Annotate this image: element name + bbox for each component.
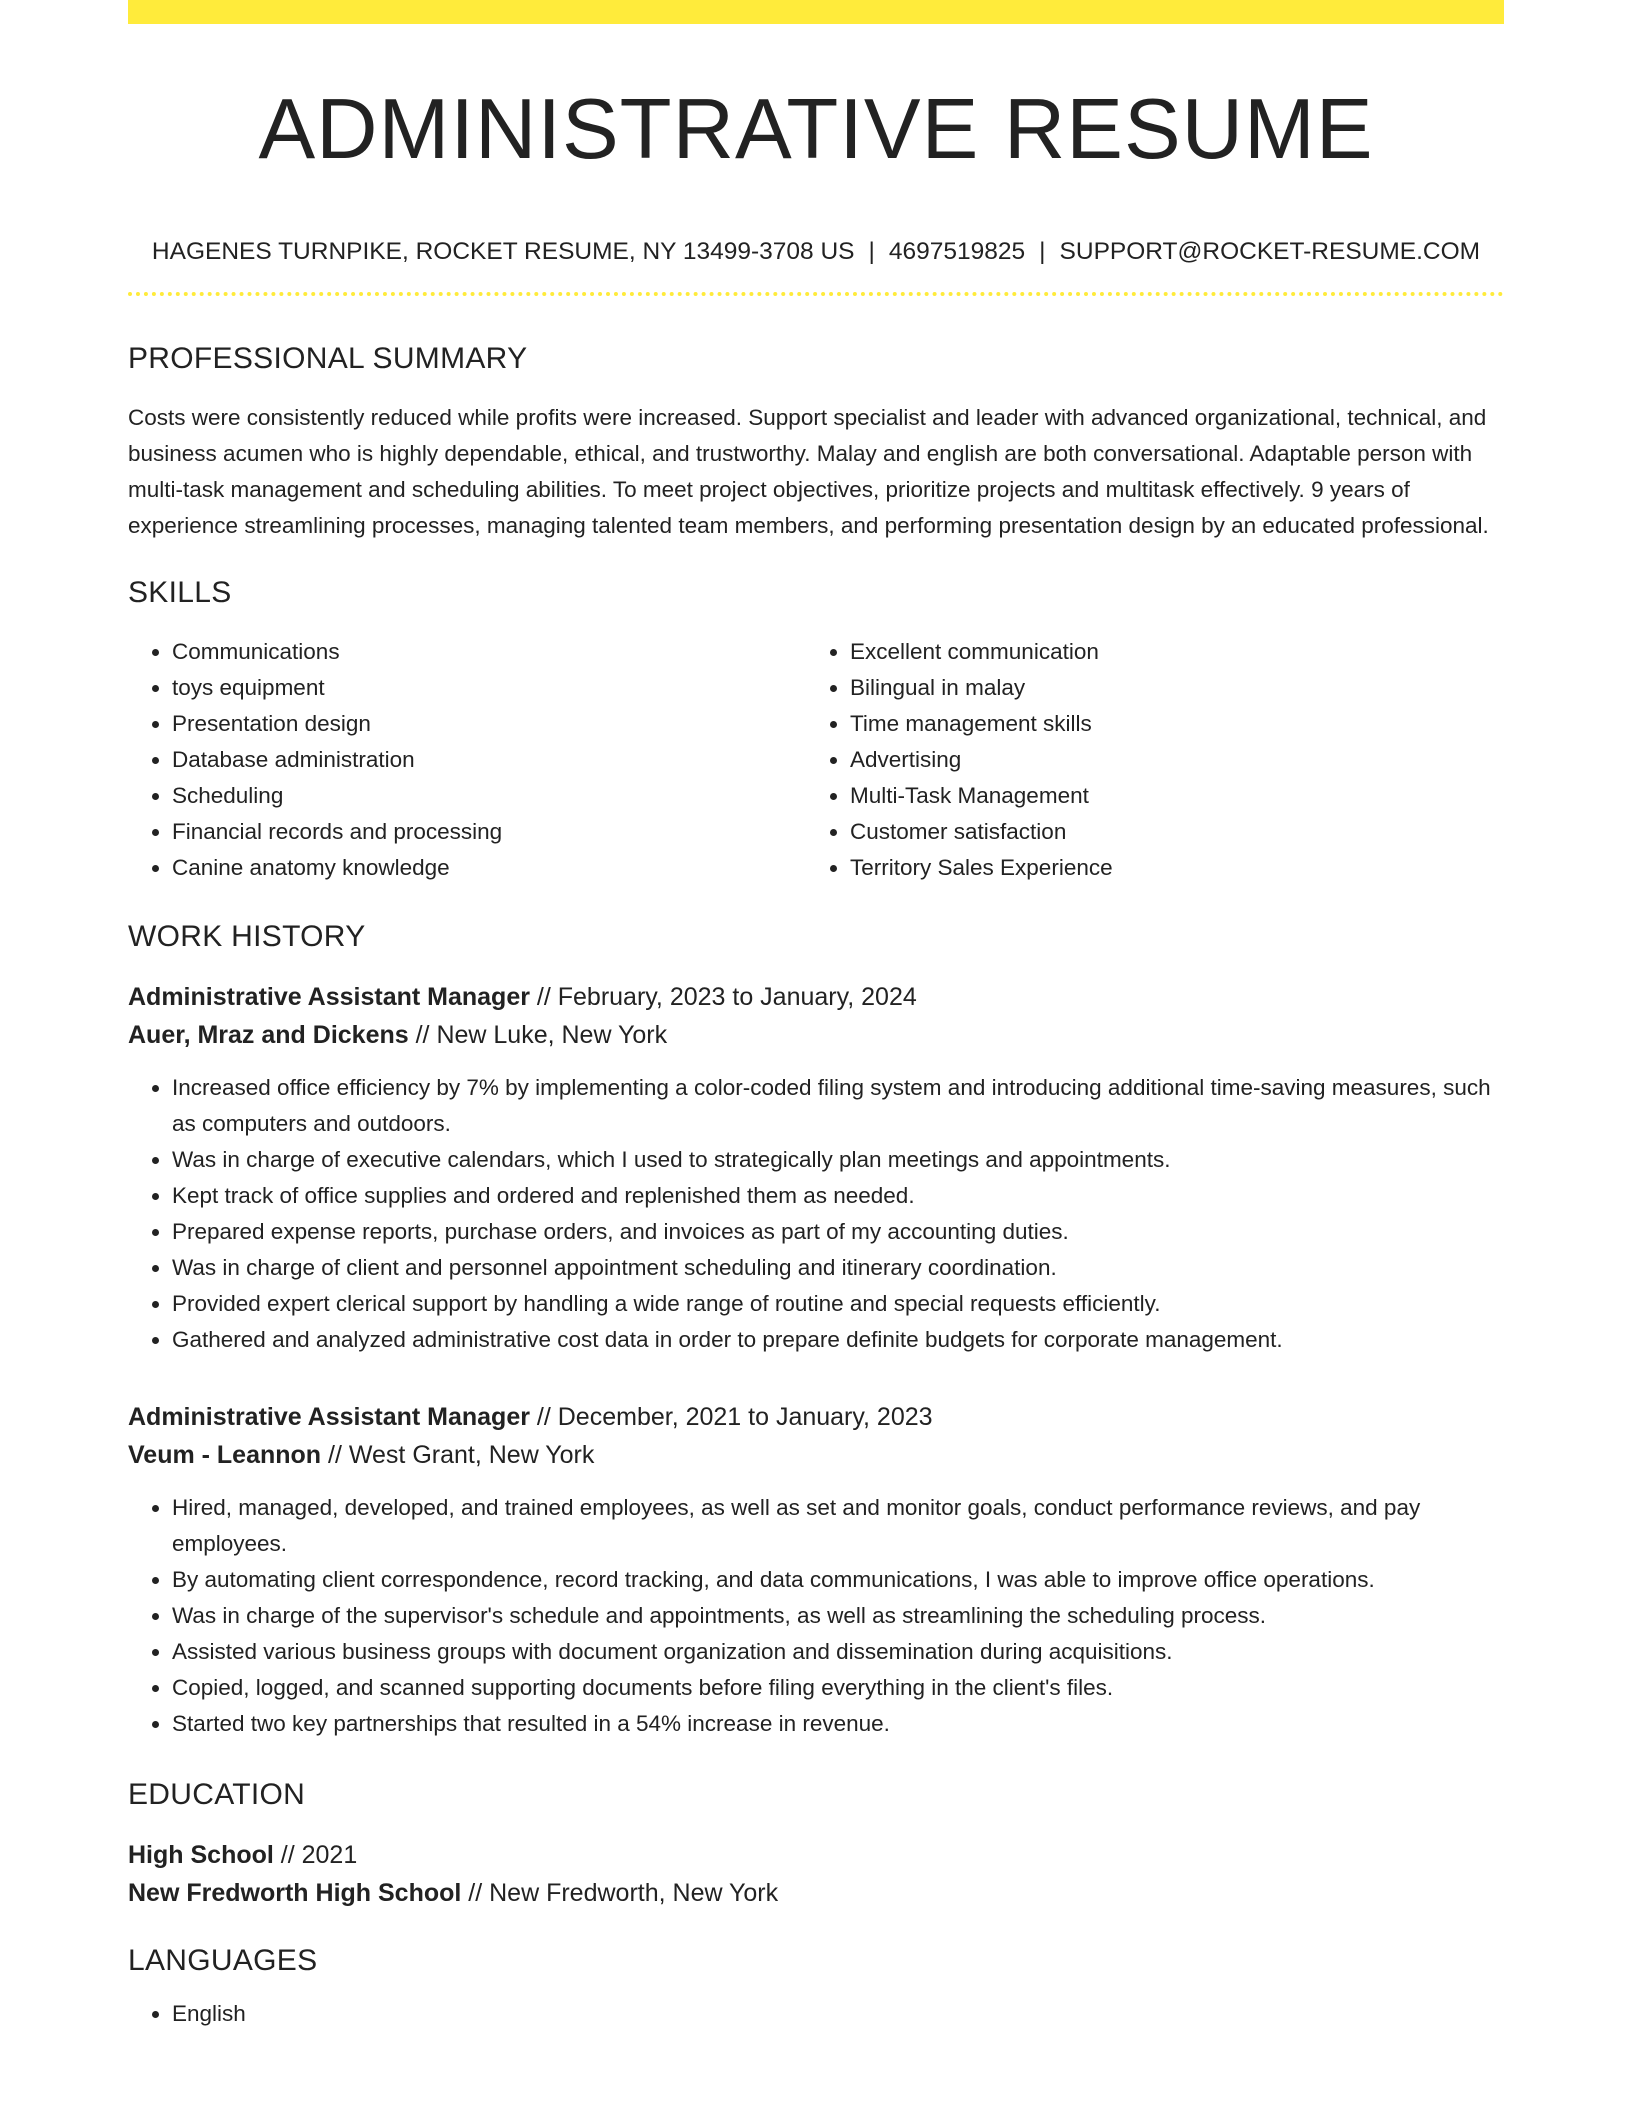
languages-heading: LANGUAGES	[128, 1944, 318, 1977]
job-location: // West Grant, New York	[321, 1441, 595, 1469]
dotted-divider	[128, 292, 1504, 296]
job-bullet: • Prepared expense reports, purchase orders, and invoices as part of my accounting duties.	[172, 1214, 1504, 1250]
education-degree-line	[128, 1836, 1504, 1874]
skill-item: • Canine anatomy knowledge	[172, 850, 806, 886]
job-role-line	[128, 1398, 1504, 1436]
job-location: // New Luke, New York	[408, 1021, 668, 1049]
job-role: Administrative Assistant Manager	[128, 983, 530, 1011]
job-bullet: • Started two key partnerships that resulted in a 54% increase in revenue.	[172, 1706, 1504, 1742]
job-company-line	[128, 1436, 1504, 1474]
contact-phone: 4697519825	[888, 238, 1026, 265]
job-company-line	[128, 1016, 1504, 1054]
job-company: Auer, Mraz and Dickens	[128, 1021, 409, 1049]
skill-item: • Presentation design	[172, 706, 806, 742]
job-dates: // December, 2021 to January, 2023	[529, 1403, 933, 1431]
education-entry	[128, 1836, 1504, 1912]
job-entry	[128, 1398, 1504, 1742]
skills-columns	[128, 634, 1504, 886]
contact-separator: |	[1039, 238, 1046, 265]
work-history-heading: WORK HISTORY	[128, 920, 366, 953]
job-role-line	[128, 978, 1504, 1016]
skill-item: • Advertising	[850, 742, 1484, 778]
job-bullets	[128, 1490, 1504, 1742]
job-bullet: • Assisted various business groups with document organization and dissemination during acquisitions.	[172, 1634, 1504, 1670]
job-bullet: • Gathered and analyzed administrative cost data in order to prepare definite budgets for corporate management.	[172, 1322, 1504, 1358]
job-bullet: • By automating client correspondence, record tracking, and data communications, I was able to improve office operations.	[172, 1562, 1504, 1598]
job-bullet: • Was in charge of executive calendars, which I used to strategically plan meetings and appointments.	[172, 1142, 1504, 1178]
job-bullet: • Copied, logged, and scanned supporting documents before filing everything in the client's files.	[172, 1670, 1504, 1706]
job-bullet: • Hired, managed, developed, and trained employees, as well as set and monitor goals, conduct performance reviews, and pay employees.	[172, 1490, 1504, 1562]
skill-item: • Excellent communication	[850, 634, 1484, 670]
job-bullet: • Increased office efficiency by 7% by implementing a color-coded filing system and introducing additional time-saving measures, such as computers and outdoors.	[172, 1070, 1504, 1142]
education-location: // New Fredworth, New York	[461, 1879, 779, 1907]
skill-item: • toys equipment	[172, 670, 806, 706]
language-item: • English	[172, 1996, 1504, 2032]
job-company: Veum - Leannon	[128, 1441, 322, 1469]
contact-email: SUPPORT@ROCKET-RESUME.COM	[1059, 238, 1481, 265]
education-school-line	[128, 1874, 1504, 1912]
job-bullet: • Kept track of office supplies and ordered and replenished them as needed.	[172, 1178, 1504, 1214]
resume-name: ADMINISTRATIVE RESUME	[258, 82, 1374, 177]
skills-left-list	[128, 634, 806, 886]
education-year: // 2021	[273, 1841, 358, 1869]
skill-item: • Scheduling	[172, 778, 806, 814]
job-bullet: • Was in charge of the supervisor's schedule and appointments, as well as streamlining the scheduling process.	[172, 1598, 1504, 1634]
skill-item: • Bilingual in malay	[850, 670, 1484, 706]
skill-item: • Financial records and processing	[172, 814, 806, 850]
skills-right-list	[806, 634, 1484, 886]
summary-heading: PROFESSIONAL SUMMARY	[128, 342, 528, 375]
skill-item: • Communications	[172, 634, 806, 670]
job-bullets	[128, 1070, 1504, 1358]
skill-item: • Time management skills	[850, 706, 1484, 742]
resume-content	[128, 0, 1504, 2032]
skill-item: • Database administration	[172, 742, 806, 778]
contact-address: HAGENES TURNPIKE, ROCKET RESUME, NY 13499-3708 US	[151, 238, 855, 265]
job-dates: // February, 2023 to January, 2024	[529, 983, 917, 1011]
education-degree: High School	[128, 1841, 274, 1869]
languages-list	[128, 1996, 1504, 2032]
contact-line	[128, 236, 1504, 268]
skill-item: • Territory Sales Experience	[850, 850, 1484, 886]
education-school: New Fredworth High School	[128, 1879, 462, 1907]
skills-heading: SKILLS	[128, 576, 232, 609]
summary-text: Costs were consistently reduced while profits were increased. Support specialist and leader with advanced organizational, technical, and business acumen who is highly dependable, ethical, and trustworthy. Malay and english are both conversational. Adaptable person with multi-task management and scheduling abilities. To meet project objectives, prioritize projects and multitask effectively. 9 years of experience streamlining processes, managing talented team members, and performing presentation design by an educated professional.	[128, 405, 1489, 538]
job-entry	[128, 978, 1504, 1358]
skill-item: • Multi-Task Management	[850, 778, 1484, 814]
skill-item: • Customer satisfaction	[850, 814, 1484, 850]
education-heading: EDUCATION	[128, 1778, 306, 1811]
job-bullet: • Was in charge of client and personnel appointment scheduling and itinerary coordination.	[172, 1250, 1504, 1286]
job-role: Administrative Assistant Manager	[128, 1403, 530, 1431]
contact-separator: |	[868, 238, 875, 265]
job-bullet: • Provided expert clerical support by handling a wide range of routine and special requests efficiently.	[172, 1286, 1504, 1322]
